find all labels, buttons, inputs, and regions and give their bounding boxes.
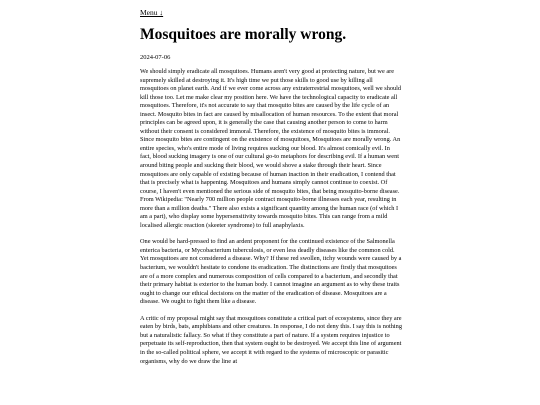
article-paragraph-2: One would be hard-pressed to find an ardent proponent for the continued existence of the Salmonella enterica bacteria, or Mycobacterium tuberculosis, or even less deadly diseases like the common cold. Yet mosquitoes are not considered a disease. Why? If these red swollen, itchy wounds were caused by a bacterium, we wouldn't hesitate to condone its eradication. The distinctions are firstly that mosquitoes are of a more complex and numerous composition of cells compared to a bacterium, and secondly that their primary habitat is exterior to the human body. I cannot imagine an argument as to why these traits ought to change our ethical decisions on the matter of the eradication of disease. Mosquitoes are a disease. We ought to fight them like a disease. (140, 238, 402, 306)
article-paragraph-3: A critic of my proposal might say that mosquitoes constitute a critical part of ecosystems, since they are eaten by birds, bats, amphibians and other creatures. In response, I do not deny this. I say this is nothing but a naturalistic fallacy. So what if they constitute a part of nature. If a system requires injustice to perpetuate its self-reproduction, then that system ought to be destroyed. We accept this line of argument in the so-called political sphere, we accept it with regard to the systems of microscopic or parasitic organisms, why do we draw the line at (140, 314, 402, 365)
menu-link[interactable]: Menu ↓ (140, 8, 164, 17)
article-title: Mosquitoes are morally wrong. (140, 26, 347, 43)
article-body (140, 68, 402, 374)
article-paragraph-1: We should simply eradicate all mosquitoes. Humans aren't very good at protecting nature, but we are supremely skilled at destroying it. It's high time we put those skills to good use by killing all mosquitoes on planet earth. And if we ever come across any extraterrestrial mosquitoes, well we should kill those too. Let me make clear my position here. We have the technological capacity to eradicate all mosquitoes. Therefore, it's not accurate to say that mosquito bites are caused by the life cycle of an insect. Mosquito bites in fact are caused by misallocation of human resources. To the extent that moral principles can be agreed upon, it is generally the case that causing another person to come to harm without their consent is considered immoral. Therefore, the existence of mosquito bites is immoral. Since mosquito bites are contingent on the existence of mosquitoes, Mosquitoes are morally wrong. An entire species, who's entire mode of living requires sucking our blood. It's almost comically evil. In fact, blood sucking imagery is one of our cultural go-to metaphors for describing evil. If a human went around biting people and sucking their blood, we would shove a stake through their heart. Since mosquitoes are only capable of existing because of human inaction in their eradication, I contend that that is precisely what is happening. Mosquitoes and humans simply cannot continue to coexist. Of course, I haven't even mentioned the serious side of mosquito bites, that being mosquito-borne disease. From Wikipedia: "Nearly 700 million people contract mosquito-borne illnesses each year, resulting in more than a million deaths." There also exists a significant quantity among the human race (of which I am a part), who display some hypersensitivity towards mosquito bites. This can range from a mild localised allergic reaction (skeeter syndrome) to full anaphylaxis. (140, 68, 402, 229)
article-date: 2024-07-06 (140, 54, 171, 61)
